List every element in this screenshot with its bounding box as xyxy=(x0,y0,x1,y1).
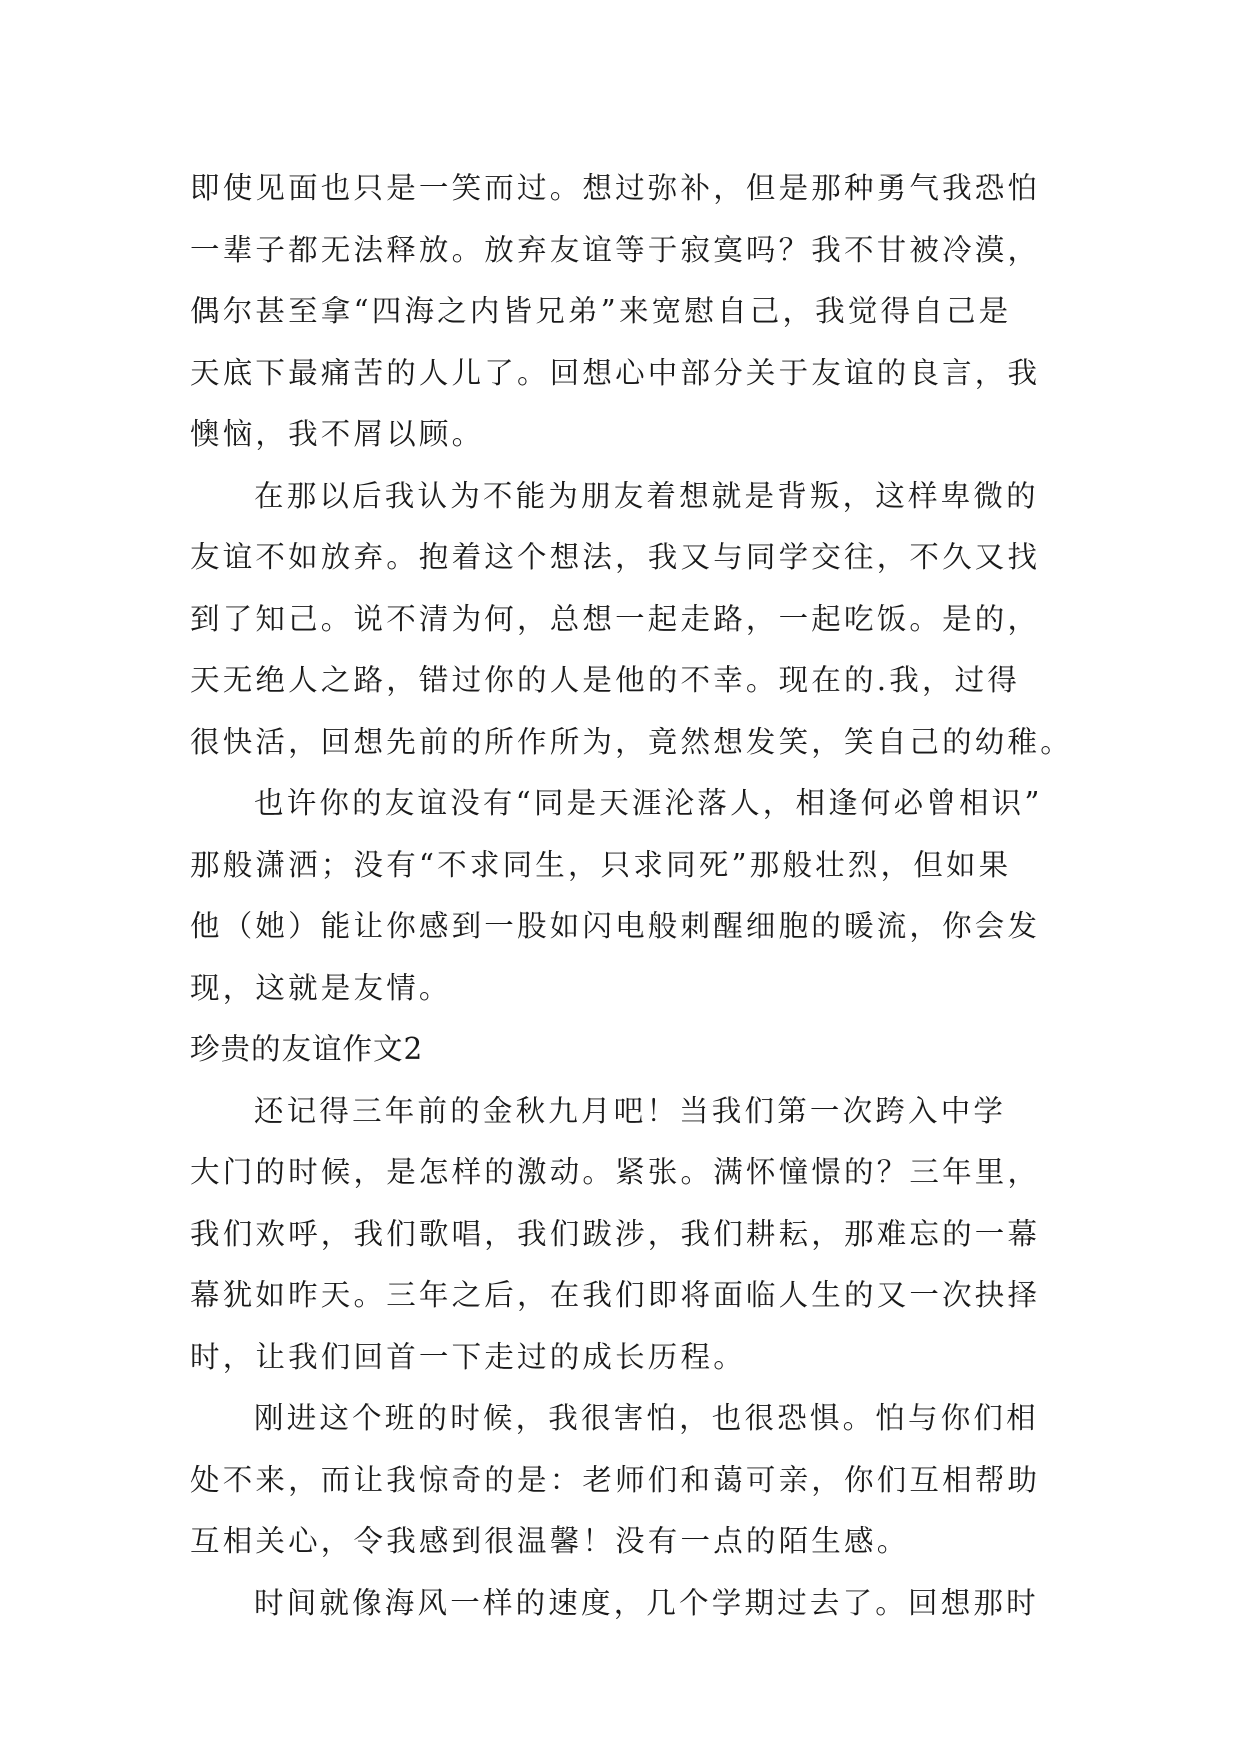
text-line: 时间就像海风一样的速度，几个学期过去了。回想那时 xyxy=(254,1585,1039,1620)
text-line: 即使见面也只是一笑而过。想过弥补，但是那种勇气我恐怕 xyxy=(190,171,1041,205)
text-line: 到了知己。说不清为何，总想一起走路，一起吃饭。是的， xyxy=(190,601,1041,636)
text-line: 也许你的友谊没有“同是天涯沦落人，相逢何必曾相识” xyxy=(254,786,1043,820)
text-line: 互相关心，令我感到很温馨！没有一点的陌生感。 xyxy=(190,1524,910,1558)
text-line: 还记得三年前的金秋九月吧！当我们第一次跨入中学 xyxy=(254,1093,1007,1128)
text-line: 时，让我们回首一下走过的成长历程。 xyxy=(190,1339,746,1374)
text-line: 那般潇洒；没有“不求同生，只求同死”那般壮烈，但如果 xyxy=(190,847,1012,882)
text-line: 在那以后我认为不能为朋友着想就是背叛，这样卑微的 xyxy=(254,478,1039,513)
text-line: 友谊不如放弃。抱着这个想法，我又与同学交往，不久又找 xyxy=(190,540,1041,574)
document-body xyxy=(190,158,1073,1634)
text-line: 很快活，回想先前的所作所为，竟然想发笑，笑自己的幼稚。 xyxy=(190,724,1073,759)
text-line: 处不来，而让我惊奇的是：老师们和蔼可亲，你们互相帮助 xyxy=(190,1462,1041,1497)
text-line: 偶尔甚至拿“四海之内皆兄弟”来宽慰自己，我觉得自己是 xyxy=(190,294,1012,328)
text-line: 大门的时候，是怎样的激动。紧张。满怀憧憬的？三年里， xyxy=(190,1155,1041,1189)
section-heading: 珍贵的友谊作文2 xyxy=(190,1032,424,1066)
text-line: 现，这就是友情。 xyxy=(190,970,452,1005)
text-line: 一辈子都无法释放。放弃友谊等于寂寞吗？我不甘被冷漠， xyxy=(190,232,1041,267)
text-line: 天底下最痛苦的人儿了。回想心中部分关于友谊的良言，我 xyxy=(190,355,1041,390)
text-line: 天无绝人之路，错过你的人是他的不幸。现在的.我，过得 xyxy=(190,663,1021,697)
text-line: 刚进这个班的时候，我很害怕，也很恐惧。怕与你们相 xyxy=(254,1401,1039,1435)
text-line: 懊恼，我不屑以顾。 xyxy=(190,417,485,451)
text-line: 幕犹如昨天。三年之后，在我们即将面临人生的又一次抉择 xyxy=(190,1278,1041,1312)
text-line: 他（她）能让你感到一股如闪电般刺醒细胞的暖流，你会发 xyxy=(190,909,1041,943)
text-line: 我们欢呼，我们歌唱，我们跋涉，我们耕耘，那难忘的一幕 xyxy=(190,1216,1041,1251)
